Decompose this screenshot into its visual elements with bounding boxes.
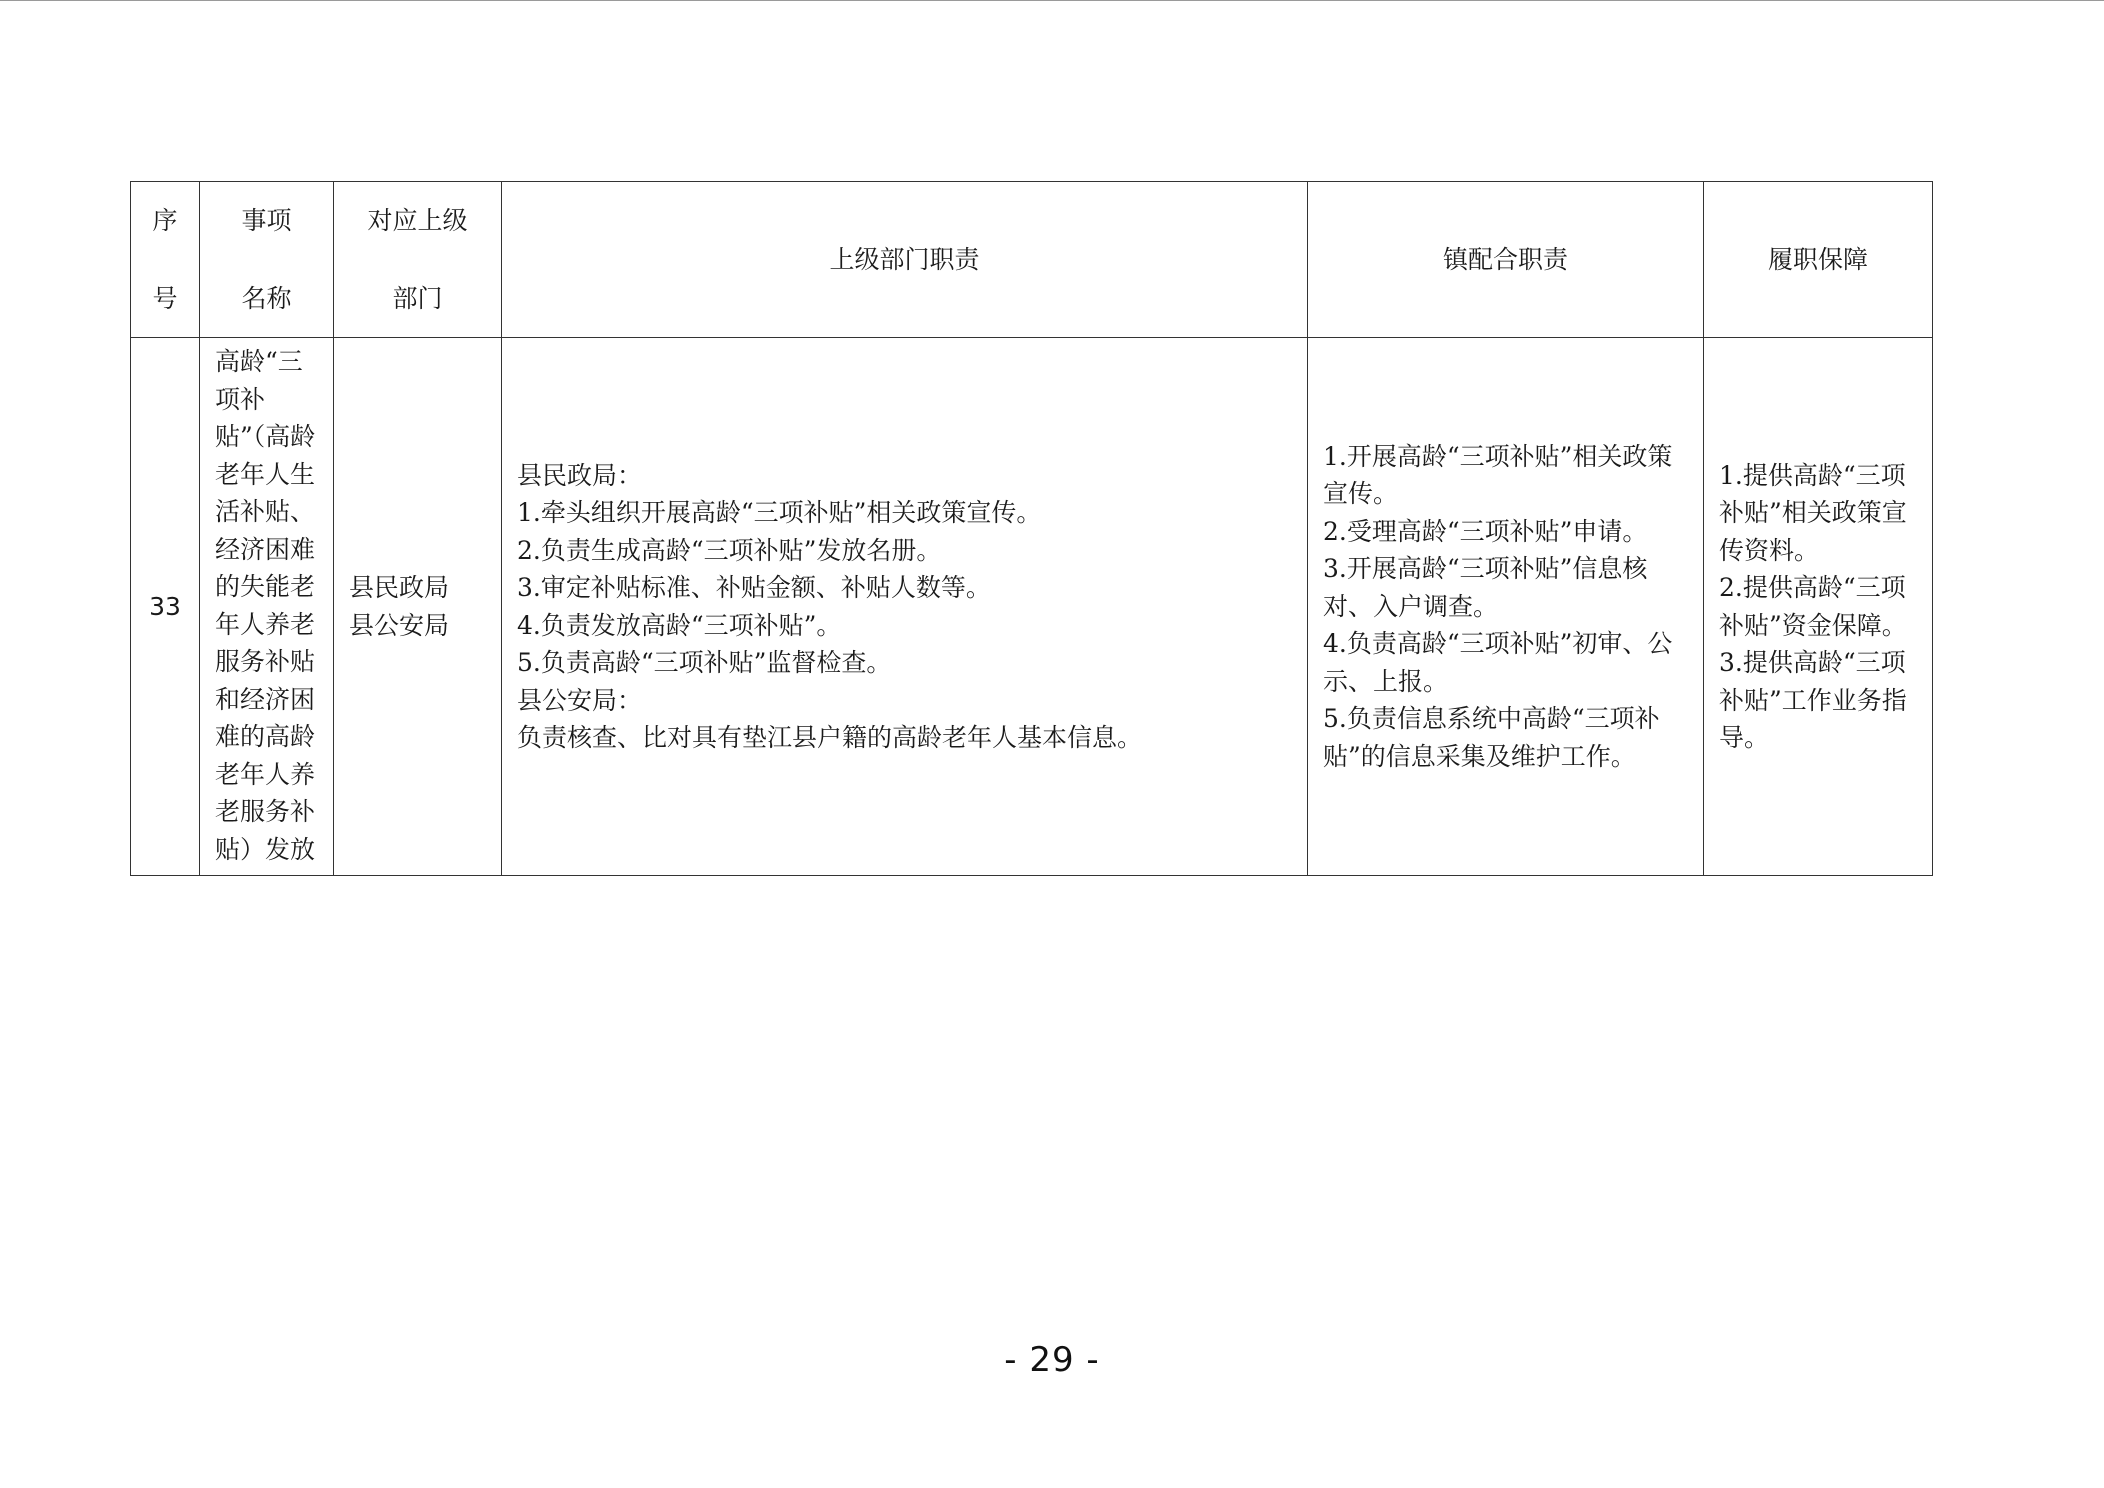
row-serial-number: 33 [131, 338, 200, 876]
table-row [131, 338, 1933, 876]
header-serial-number [131, 182, 200, 338]
town-duty-line: 2.受理高龄“三项补贴”申请。 [1323, 516, 1648, 546]
guarantee-line: 3.提供高龄“三项补贴”工作业务指导。 [1719, 648, 1907, 752]
header-dept-bottom: 部门 [392, 283, 443, 313]
town-duty-line: 3.开展高龄“三项补贴”信息核对、入户调查。 [1323, 554, 1648, 621]
header-dept-top: 对应上级 [367, 206, 468, 235]
header-item-top: 事项 [241, 206, 292, 235]
town-duty-line: 4.负责高龄“三项补贴”初审、公示、上报。 [1323, 629, 1673, 696]
upper-duty-line: 5.负责高龄“三项补贴”监督检查。 [517, 648, 892, 677]
row-department: 县公安局 [349, 610, 450, 640]
row-department: 县民政局 [349, 573, 450, 602]
header-town-duty: 镇配合职责 [1308, 182, 1704, 338]
row-item-name: 高龄“三项补贴”（高龄老年人生活补贴、经济困难的失能老年人养老服务补贴和经济困难的高龄老年人养老服务补贴）发放 [215, 347, 316, 864]
upper-duty-line: 4.负责发放高龄“三项补贴”。 [517, 610, 842, 640]
header-guarantee: 履职保障 [1704, 182, 1933, 338]
table-header-row [131, 182, 1933, 338]
page-number: - 29 - [1004, 1340, 1100, 1380]
guarantee-line: 1.提供高龄“三项补贴”相关政策宣传资料。 [1719, 460, 1907, 565]
header-serial-top: 序 [152, 206, 178, 235]
row-guarantee-cell [1704, 338, 1933, 876]
upper-duty-line: 2.负责生成高龄“三项补贴”发放名册。 [517, 535, 942, 565]
header-serial-bottom: 号 [152, 283, 178, 313]
upper-duty-line: 1.牵头组织开展高龄“三项补贴”相关政策宣传。 [517, 498, 1042, 527]
header-item-name [200, 182, 334, 338]
upper-duty-line: 3.审定补贴标准、补贴金额、补贴人数等。 [517, 573, 991, 602]
row-item-name-cell [200, 338, 334, 876]
row-town-duty-cell [1308, 338, 1704, 876]
duty-table [130, 181, 1933, 876]
header-upper-duty: 上级部门职责 [502, 182, 1308, 338]
town-duty-line: 1.开展高龄“三项补贴”相关政策宣传。 [1323, 441, 1673, 509]
row-upper-duty-cell [502, 338, 1308, 876]
header-item-bottom: 名称 [241, 283, 292, 313]
row-department-cell [334, 338, 502, 876]
upper-duty-line: 负责核查、比对具有垫江县户籍的高龄老年人基本信息。 [517, 723, 1143, 752]
upper-duty-line: 县公安局： [517, 685, 643, 715]
guarantee-line: 2.提供高龄“三项补贴”资金保障。 [1719, 573, 1907, 640]
top-border-line [0, 0, 2104, 1]
header-upper-department [334, 182, 502, 338]
upper-duty-line: 县民政局： [517, 460, 643, 490]
town-duty-line: 5.负责信息系统中高龄“三项补贴”的信息采集及维护工作。 [1323, 704, 1660, 771]
